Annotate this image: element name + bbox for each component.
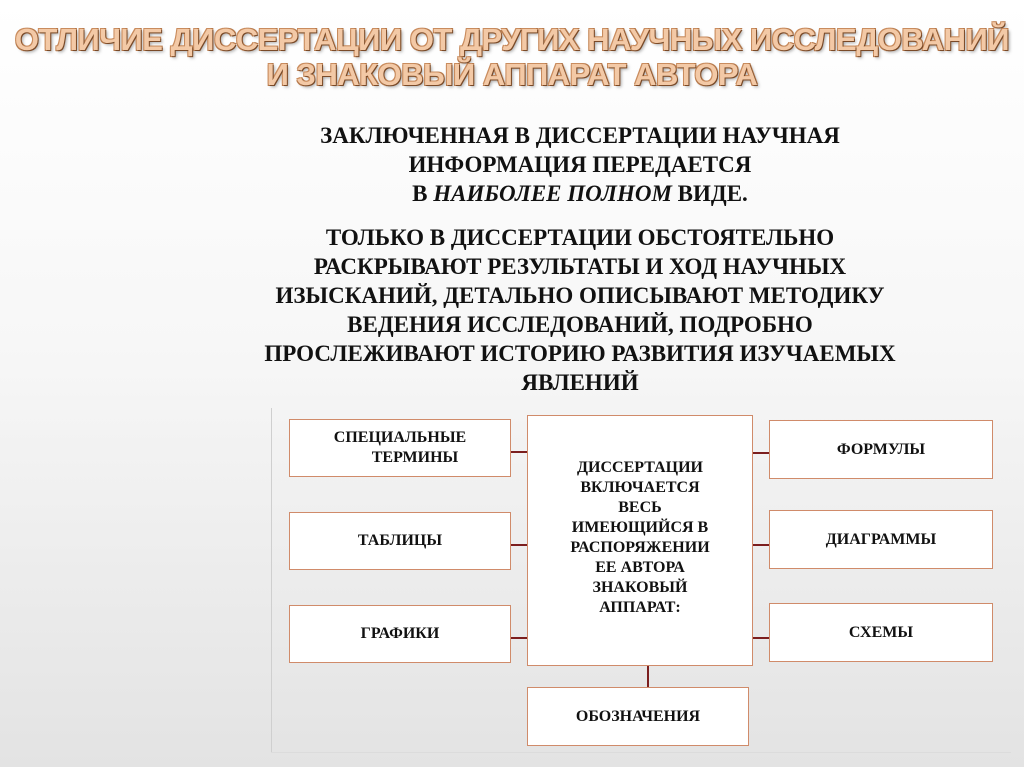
connector-graphs: [511, 637, 527, 639]
node-center-line-8: АППАРАТ:: [599, 598, 681, 616]
node-formulas: ФОРМУЛЫ: [769, 420, 993, 479]
paragraph2-line-6: ЯВЛЕНИЙ: [521, 370, 639, 395]
paragraph1-line-3-prefix: В: [412, 181, 434, 206]
connector-diagrams: [753, 544, 769, 546]
paragraph1-line-3-suffix: ВИДЕ.: [671, 181, 748, 206]
paragraph2-line-2: РАСКРЫВАЮТ РЕЗУЛЬТАТЫ И ХОД НАУЧНЫХ: [313, 254, 847, 279]
node-center-line-2: ВКЛЮЧАЕТСЯ: [580, 478, 700, 496]
paragraph1-line-2: ИНФОРМАЦИЯ ПЕРЕДАЕТСЯ: [408, 152, 752, 177]
diagram-frame-bottom-line: [271, 752, 1011, 753]
connector-terms: [511, 451, 527, 453]
node-center-line-3: ВЕСЬ: [618, 498, 662, 516]
connector-schemes: [753, 637, 769, 639]
paragraph-only-dissertation: [180, 223, 980, 397]
node-center-line-7: ЗНАКОВЫЙ: [592, 578, 688, 596]
connector-notation: [647, 666, 649, 687]
slide-title: [0, 22, 1024, 92]
node-tables: ТАБЛИЦЫ: [289, 512, 511, 570]
paragraph-full-information: [180, 121, 980, 208]
paragraph2-line-4: ВЕДЕНИЯ ИССЛЕДОВАНИЙ, ПОДРОБНО: [347, 312, 813, 337]
paragraph1-line-1: ЗАКЛЮЧЕННАЯ В ДИССЕРТАЦИИ НАУЧНАЯ: [320, 123, 840, 148]
slide-title-line-1: ОТЛИЧИЕ ДИССЕРТАЦИИ ОТ ДРУГИХ НАУЧНЫХ ИССЛЕДОВАНИЙ: [14, 22, 1010, 57]
paragraph2-line-1: ТОЛЬКО В ДИССЕРТАЦИИ ОБСТОЯТЕЛЬНО: [325, 225, 835, 250]
paragraph2-line-3: ИЗЫСКАНИЙ, ДЕТАЛЬНО ОПИСЫВАЮТ МЕТОДИКУ: [275, 283, 885, 308]
node-special-terms-line-2: ТЕРМИНЫ: [371, 449, 459, 466]
paragraph2-line-5: ПРОСЛЕЖИВАЮТ ИСТОРИЮ РАЗВИТИЯ ИЗУЧАЕМЫХ: [264, 341, 896, 366]
node-center-line-1: ДИССЕРТАЦИИ: [577, 458, 703, 476]
node-graphs: ГРАФИКИ: [289, 605, 511, 663]
node-center-line-6: ЕЕ АВТОРА: [595, 558, 685, 576]
node-notation: ОБОЗНАЧЕНИЯ: [527, 687, 749, 746]
node-center-line-4: ИМЕЮЩИЙСЯ В: [571, 518, 709, 536]
node-special-terms-line-1: СПЕЦИАЛЬНЫЕ: [333, 429, 467, 446]
node-center-line-5: РАСПОРЯЖЕНИИ: [570, 538, 710, 556]
node-special-terms: [289, 419, 511, 477]
node-dissertation-sign-apparatus: [527, 415, 753, 666]
paragraph1-emphasis: НАИБОЛЕЕ ПОЛНОМ: [433, 181, 672, 206]
paragraph1-line-3: [180, 179, 980, 208]
slide-title-line-2: И ЗНАКОВЫЙ АППАРАТ АВТОРА: [266, 57, 758, 92]
connector-formulas: [753, 452, 769, 454]
node-diagrams: ДИАГРАММЫ: [769, 510, 993, 569]
diagram-frame-left-line: [271, 408, 272, 753]
connector-tables: [511, 544, 527, 546]
node-schemes: СХЕМЫ: [769, 603, 993, 662]
